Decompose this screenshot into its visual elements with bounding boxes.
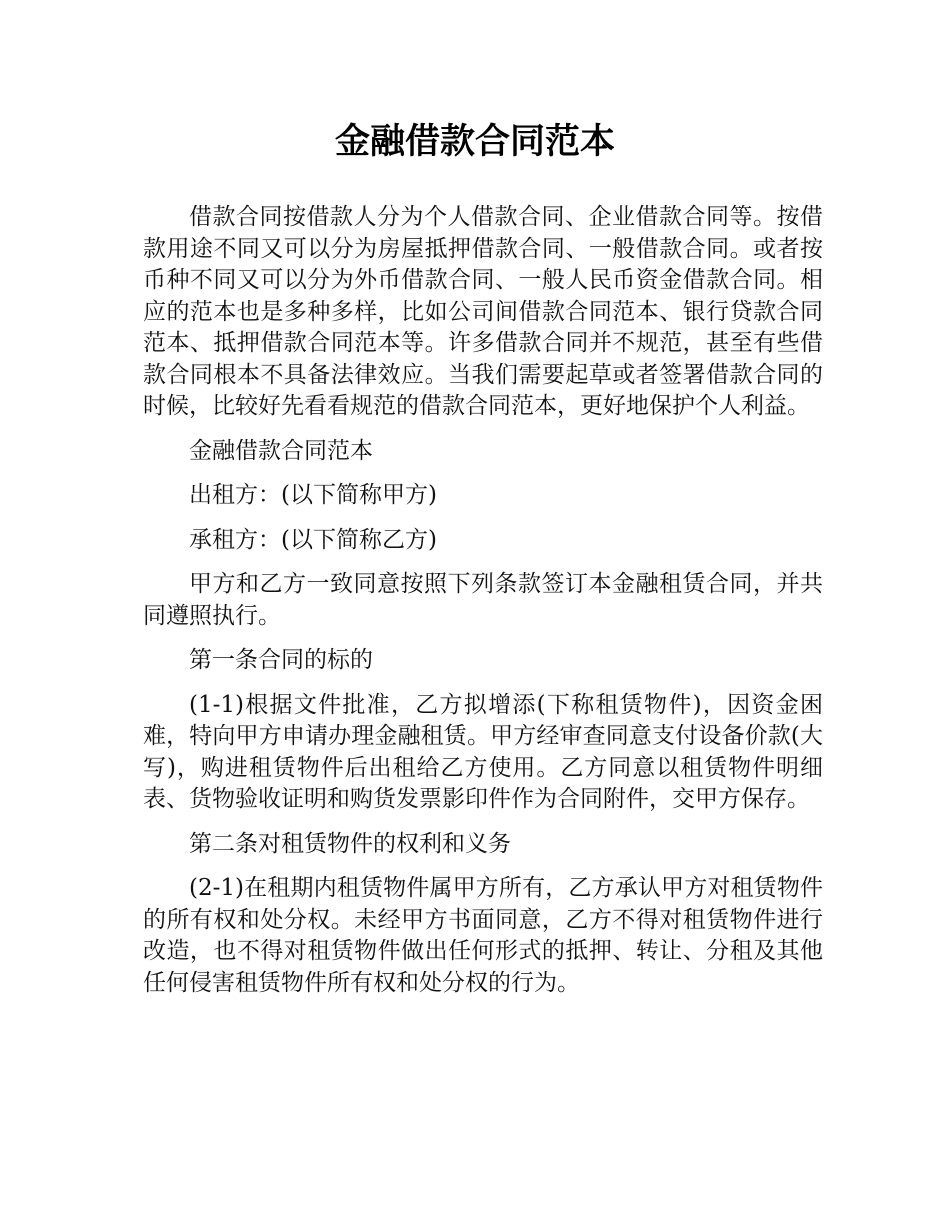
clause-2-1: (2-1)在租期内租赁物件属甲方所有，乙方承认甲方对租赁物件的所有权和处分权。未经甲方书面同意，乙方不得对租赁物件进行改造，也不得对租赁物件做出任何形式的抵押、转让、分租及其他任何侵害租赁物件所有权和处分权的行为。 [143, 875, 823, 996]
paragraph-subtitle: 金融借款合同范本 [189, 437, 373, 464]
clause-1-1: (1-1)根据文件批准，乙方拟增添(下称租赁物件)，因资金困难，特向甲方申请办理金融租赁。甲方经审查同意支付设备价款(大写)，购进租赁物件后出租给乙方使用。乙方同意以租赁物件明细表、货物验收证明和购货发票影印件作为合同附件，交甲方保存。 [143, 691, 823, 812]
document-title: 金融借款合同范本 [334, 122, 615, 162]
paragraph-lessee: 承租方：(以下简称乙方) [189, 526, 437, 553]
section-heading-2: 第二条对租赁物件的权利和义务 [189, 830, 511, 857]
section-heading-1: 第一条合同的标的 [189, 647, 373, 673]
paragraph-agreement: 甲方和乙方一致同意按照下列条款签订本金融租赁合同，并共同遵照执行。 [143, 571, 823, 629]
paragraph-intro: 借款合同按借款人分为个人借款合同、企业借款合同等。按借款用途不同又可以分为房屋抵押借款合同、一般借款合同。或者按币种不同又可以分为外币借款合同、一般人民币资金借款合同。相应的范本也是多种多样，比如公司间借款合同范本、银行贷款合同范本、抵押借款合同范本等。许多借款合同并不规范，甚至有些借款合同根本不具备法律效应。当我们需要起草或者签署借款合同的时候，比较好先看看规范的借款合同范本，更好地保护个人利益。 [143, 204, 823, 419]
document-body [143, 202, 823, 1012]
paragraph-lessor: 出租方：(以下简称甲方) [189, 482, 437, 508]
